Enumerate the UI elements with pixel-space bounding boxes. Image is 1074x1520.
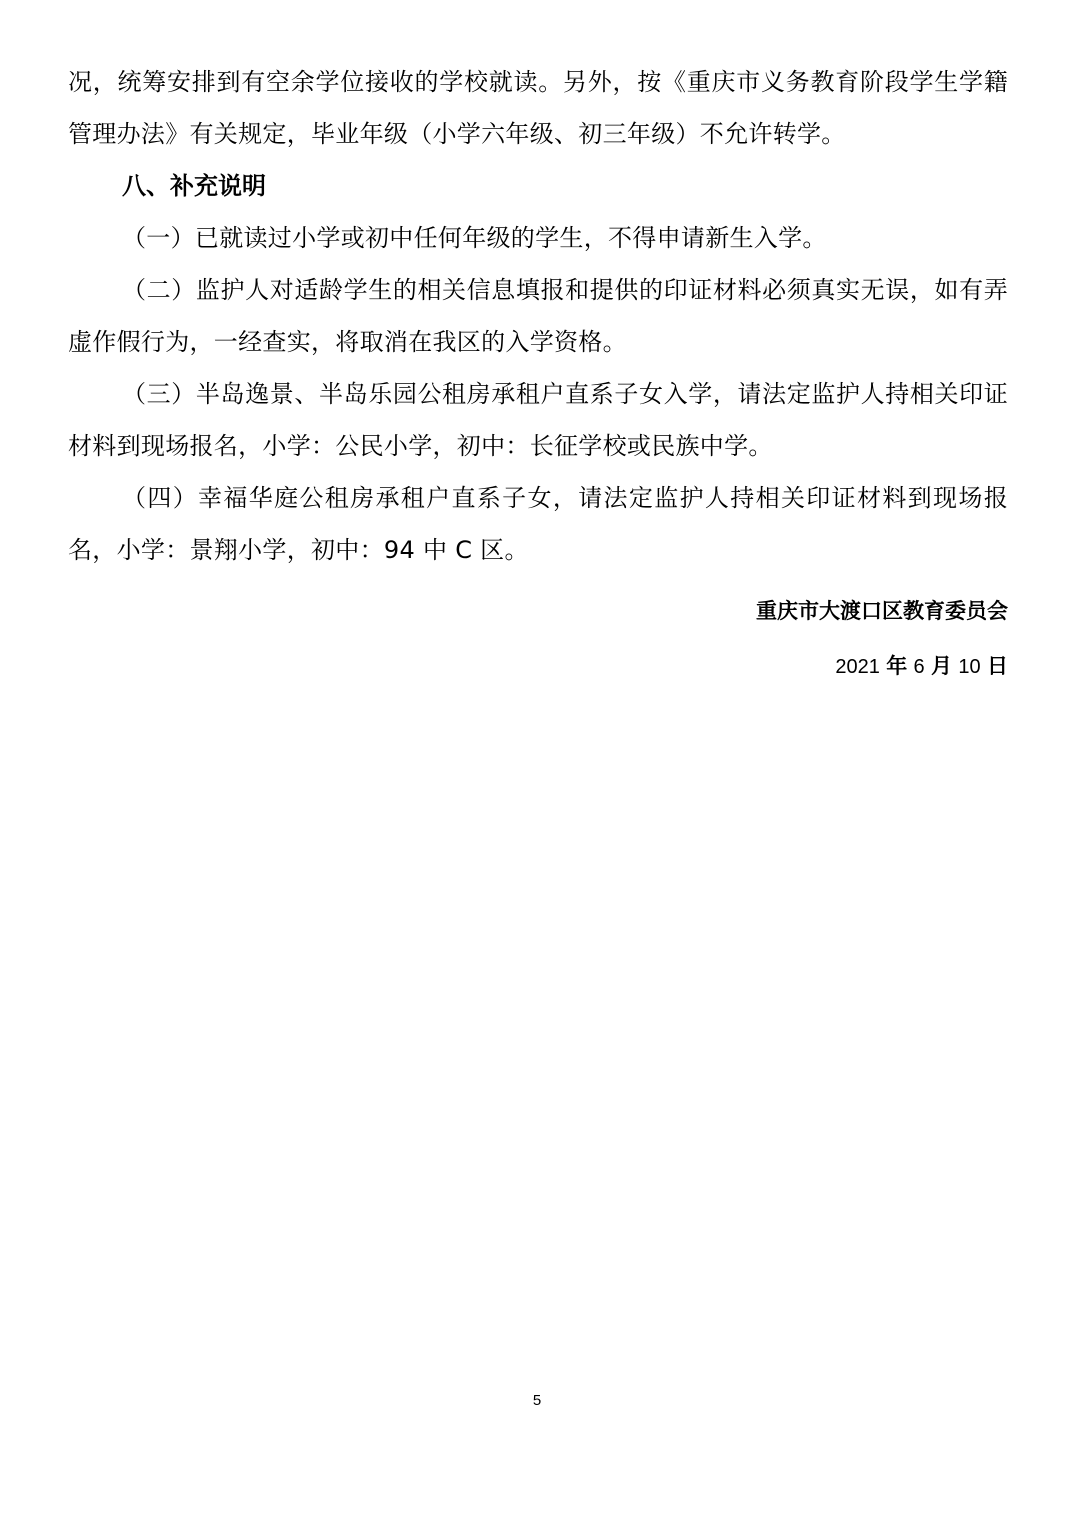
date-day: 10 (958, 656, 981, 678)
continuation-paragraph: 况，统筹安排到有空余学位接收的学校就读。另外，按《重庆市义务教育阶段学生学籍管理办法》有关规定，毕业年级（小学六年级、初三年级）不允许转学。 (68, 68, 1008, 148)
date-year-unit: 年 (886, 654, 908, 678)
section-heading: 八、补充说明 (122, 172, 266, 200)
signing-date (835, 651, 1008, 682)
list-item: （二）监护人对适龄学生的相关信息填报和提供的印证材料必须真实无误，如有弄虚作假行为，一经查实，将取消在我区的入学资格。 (68, 276, 1008, 356)
page-number: 5 (532, 1392, 542, 1409)
date-day-unit: 日 (987, 654, 1008, 678)
date-year: 2021 (835, 656, 880, 678)
list-item: （三）半岛逸景、半岛乐园公租房承租户直系子女入学，请法定监护人持相关印证材料到现场报名，小学：公民小学，初中：长征学校或民族中学。 (68, 380, 1008, 460)
document-body (68, 56, 1008, 576)
date-month: 6 (913, 656, 925, 678)
list-item: （四）幸福华庭公租房承租户直系子女，请法定监护人持相关印证材料到现场报名，小学：景翔小学，初中：94 中 C 区。 (68, 484, 1008, 564)
signing-organization: 重庆市大渡口区教育委员会 (756, 599, 1008, 623)
date-month-unit: 月 (931, 654, 953, 678)
list-item: （一）已就读过小学或初中任何年级的学生，不得申请新生入学。 (122, 224, 827, 252)
